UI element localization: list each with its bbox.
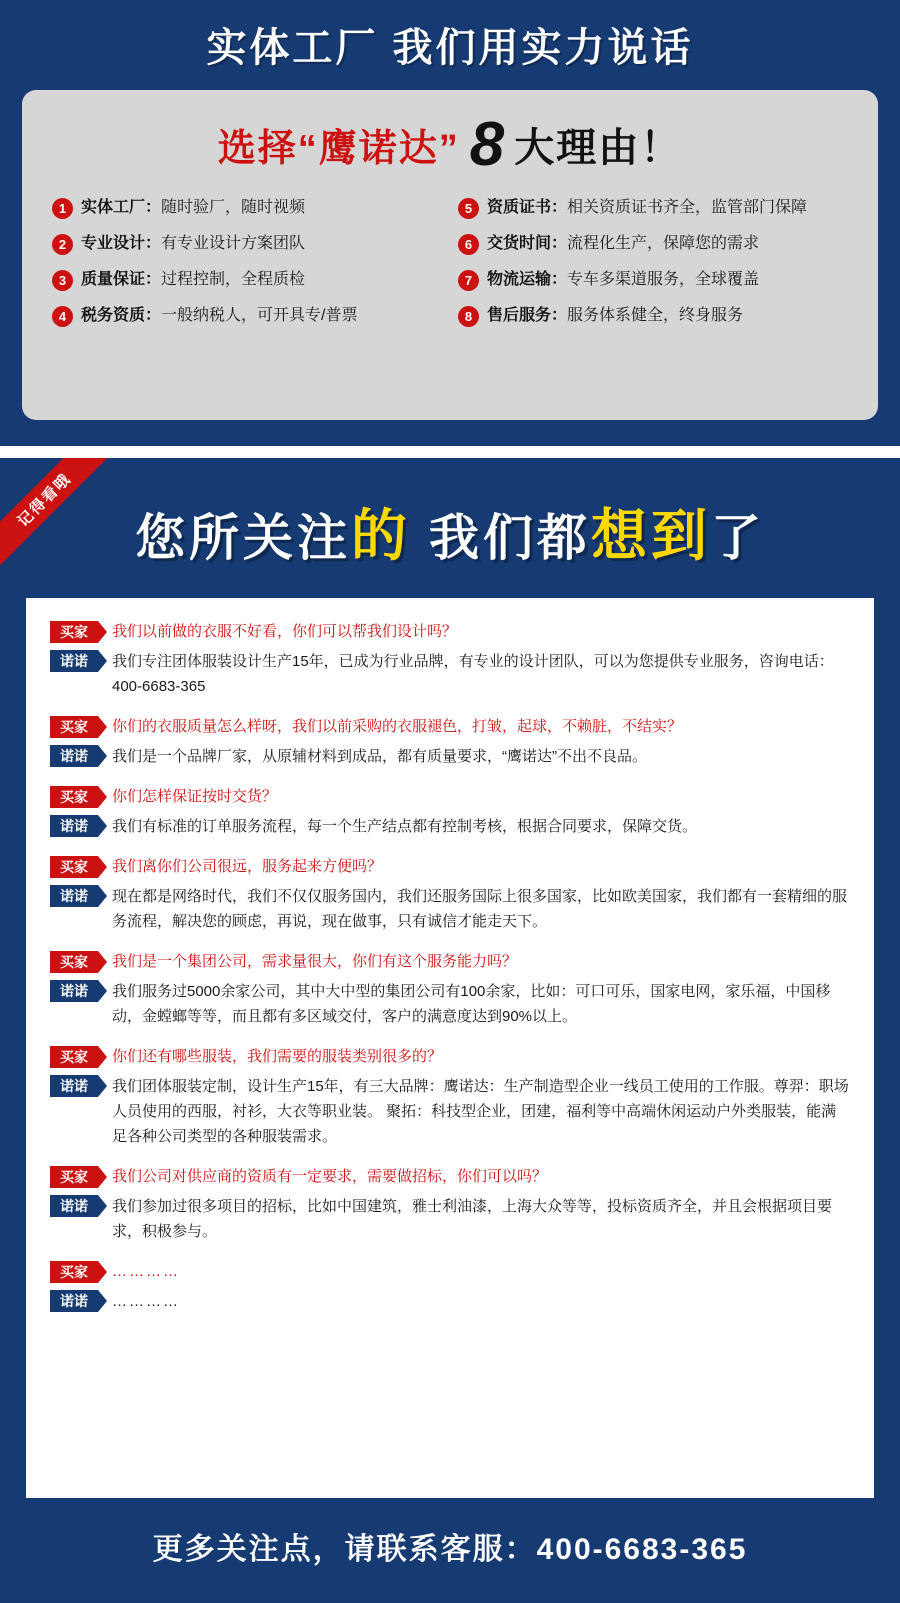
qa-question-text: 你们怎样保证按时交货？ <box>112 788 278 805</box>
qa-item <box>50 950 850 1029</box>
qa-item <box>50 855 850 934</box>
qa-question-line <box>50 1045 850 1068</box>
reason-desc: 有专业设计方案团队 <box>161 235 306 252</box>
reason-item <box>458 305 848 327</box>
reason-item <box>52 305 442 327</box>
faq-title-part-5: 了 <box>711 510 765 566</box>
qa-answer-line <box>50 884 850 934</box>
qa-question-text: 我们以前做的衣服不好看，你们可以帮我们设计吗？ <box>112 623 458 640</box>
reason-desc: 流程化生产，保障您的需求 <box>567 235 760 252</box>
qa-answer-line <box>50 979 850 1029</box>
faq-title-part-3: 我们都 <box>429 510 591 566</box>
reply-tag: 诺诺 <box>50 885 98 907</box>
qa-item <box>50 620 850 699</box>
faq-title-part-4: 想到 <box>591 504 711 567</box>
reason-desc: 过程控制，全程质检 <box>161 271 306 288</box>
reason-label: 售后服务： <box>487 307 568 324</box>
reply-tag: 诺诺 <box>50 650 98 672</box>
reason-label: 物流运输： <box>487 271 568 288</box>
reason-number-badge: 1 <box>52 198 73 219</box>
reason-label: 实体工厂： <box>81 199 162 216</box>
reasons-panel <box>22 90 878 420</box>
qa-question-line <box>50 1260 850 1283</box>
qa-answer-text: 我们服务过5000余家公司，其中大中型的集团公司有100余家，比如：可口可乐，国家电网，家乐福，中国移动，金螳螂等等，而且都有多区域交付，客户的满意度达到90%以上。 <box>112 983 831 1025</box>
qa-answer-line <box>50 1074 850 1149</box>
buyer-tag: 买家 <box>50 1166 98 1188</box>
qa-answer-text: 现在都是网络时代，我们不仅仅服务国内，我们还服务国际上很多国家，比如欧美国家，我们都有一套精细的服务流程，解决您的顾虑，再说，现在做事，只有诚信才能走天下。 <box>112 888 848 930</box>
qa-item <box>50 715 850 769</box>
reply-tag: 诺诺 <box>50 1195 98 1217</box>
reason-item <box>458 269 848 291</box>
qa-answer-text: 我们有标准的订单服务流程，每一个生产结点都有控制考核，根据合同要求，保障交货。 <box>112 818 698 835</box>
buyer-tag: 买家 <box>50 786 98 808</box>
qa-answer-line <box>50 1194 850 1244</box>
section-divider <box>0 446 900 458</box>
reason-label: 质量保证： <box>81 271 162 288</box>
reply-tag: 诺诺 <box>50 745 98 767</box>
reason-number-badge: 4 <box>52 306 73 327</box>
qa-answer-line <box>50 649 850 699</box>
qa-question-text: 你们还有哪些服装，我们需要的服装类别很多的？ <box>112 1048 443 1065</box>
faq-title <box>0 458 900 598</box>
faq-card <box>26 598 874 1498</box>
faq-section <box>0 458 900 1603</box>
buyer-tag: 买家 <box>50 951 98 973</box>
reason-number-badge: 7 <box>458 270 479 291</box>
reply-tag: 诺诺 <box>50 1075 98 1097</box>
qa-question-line <box>50 855 850 878</box>
qa-item <box>50 785 850 839</box>
reason-item <box>52 197 442 219</box>
qa-question-text: 我们公司对供应商的资质有一定要求，需要做招标，你们可以吗？ <box>112 1168 548 1185</box>
reasons-banner-title: 实体工厂 我们用实力说话 <box>206 26 694 70</box>
reason-desc: 服务体系健全，终身服务 <box>567 307 744 324</box>
buyer-tag: 买家 <box>50 856 98 878</box>
reason-item <box>52 269 442 291</box>
reason-item <box>458 233 848 255</box>
qa-question-line <box>50 950 850 973</box>
faq-footer-contact: 更多关注点，请联系客服：400-6683-365 <box>152 1533 748 1566</box>
qa-answer-text: 我们参加过很多项目的招标，比如中国建筑，雅士利油漆，上海大众等等，投标资质齐全，并且会根据项目要求，积极参与。 <box>112 1198 833 1240</box>
reasons-heading-dark: 大理由！ <box>514 126 683 170</box>
qa-question-text: 我们是一个集团公司，需求量很大，你们有这个服务能力吗？ <box>112 953 518 970</box>
qa-answer-text: ………… <box>112 1293 180 1310</box>
faq-title-part-1: 您所关注 <box>135 510 351 566</box>
reason-desc: 专车多渠道服务，全球覆盖 <box>567 271 760 288</box>
reasons-grid <box>52 197 848 327</box>
qa-answer-line <box>50 814 850 839</box>
qa-question-line <box>50 620 850 643</box>
reason-desc: 相关资质证书齐全，监管部门保障 <box>567 199 808 216</box>
qa-question-text: 我们离你们公司很远，服务起来方便吗？ <box>112 858 383 875</box>
qa-question-line <box>50 715 850 738</box>
reasons-heading <box>52 109 848 197</box>
reason-number-badge: 5 <box>458 198 479 219</box>
qa-answer-text: 我们专注团体服装设计生产15年，已成为行业品牌，有专业的设计团队，可以为您提供专业服务，咨询电话：400-6683-365 <box>112 653 834 695</box>
qa-answer-line <box>50 744 850 769</box>
qa-item <box>50 1260 850 1314</box>
reason-number-badge: 8 <box>458 306 479 327</box>
qa-answer-line <box>50 1289 850 1314</box>
corner-ribbon-label: 记得看哦 <box>0 458 119 574</box>
reason-desc: 一般纳税人，可开具专/普票 <box>161 307 358 324</box>
reason-item <box>458 197 848 219</box>
qa-question-text: ………… <box>112 1263 180 1280</box>
reason-label: 税务资质： <box>81 307 162 324</box>
reason-number-badge: 2 <box>52 234 73 255</box>
reason-number-badge: 3 <box>52 270 73 291</box>
reasons-section <box>0 0 900 446</box>
qa-question-text: 你们的衣服质量怎么样呀，我们以前采购的衣服褪色，打皱，起球，不赖脏，不结实？ <box>112 718 683 735</box>
qa-item <box>50 1045 850 1149</box>
qa-question-line <box>50 1165 850 1188</box>
buyer-tag: 买家 <box>50 716 98 738</box>
reason-item <box>52 233 442 255</box>
qa-item <box>50 1165 850 1244</box>
qa-answer-text: 我们是一个品牌厂家，从原辅材料到成品，都有质量要求，“鹰诺达”不出不良品。 <box>112 748 647 765</box>
reasons-heading-red: 选择“鹰诺达” <box>217 128 460 170</box>
reason-label: 资质证书： <box>487 199 568 216</box>
qa-question-line <box>50 785 850 808</box>
reason-label: 交货时间： <box>487 235 568 252</box>
reasons-heading-number: 8 <box>469 109 505 179</box>
faq-title-part-2: 的 <box>351 504 411 567</box>
buyer-tag: 买家 <box>50 1046 98 1068</box>
buyer-tag: 买家 <box>50 1261 98 1283</box>
reason-desc: 随时验厂，随时视频 <box>161 199 306 216</box>
corner-ribbon <box>0 458 130 588</box>
reply-tag: 诺诺 <box>50 980 98 1002</box>
reply-tag: 诺诺 <box>50 1290 98 1312</box>
buyer-tag: 买家 <box>50 621 98 643</box>
reason-number-badge: 6 <box>458 234 479 255</box>
qa-answer-text: 我们团体服装定制，设计生产15年，有三大品牌：鹰诺达：生产制造型企业一线员工使用的工作服。尊羿：职场人员使用的西服，衬衫，大衣等职业装。 聚拓：科技型企业，团建，福利等中高端休闲运动户外类服装，能满足各种公司类型的各种服装需求。 <box>112 1078 849 1145</box>
reply-tag: 诺诺 <box>50 815 98 837</box>
reason-label: 专业设计： <box>81 235 162 252</box>
